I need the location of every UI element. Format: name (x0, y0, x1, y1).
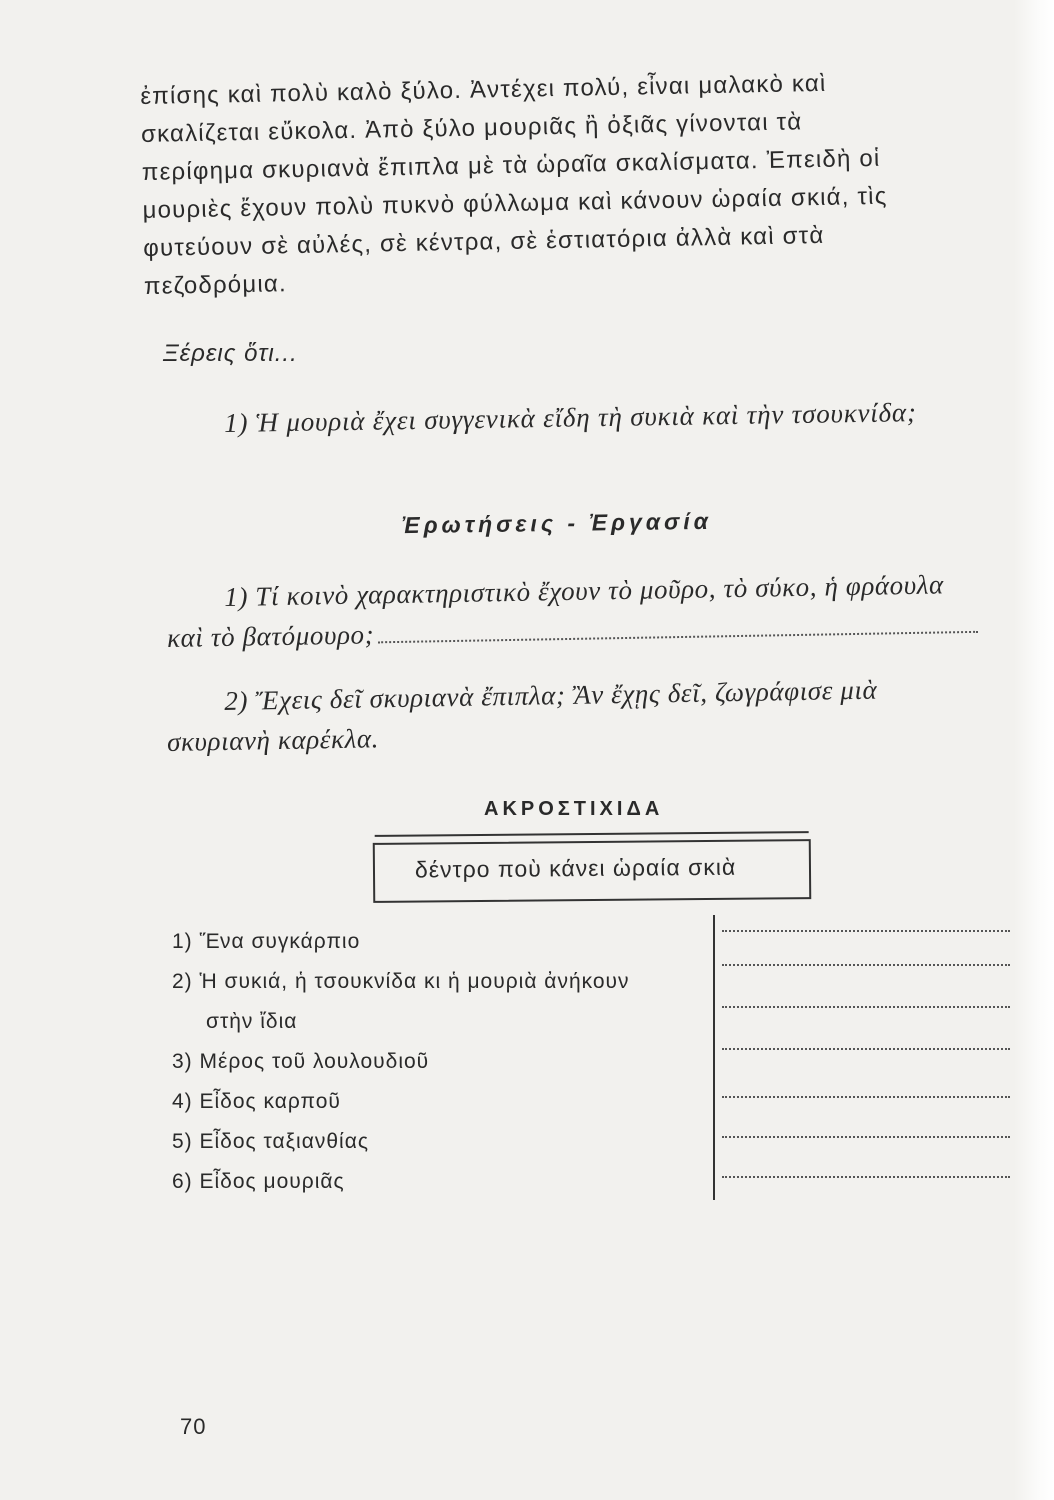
acrostic-divider (713, 915, 715, 1200)
text-line: περίφημα σκυριανὰ ἔπιπλα μὲ τὰ ὡραῖα σκαλίσματα. Ἐπειδὴ οἱ (141, 144, 881, 186)
acrostic-answer-box (373, 839, 812, 903)
answer-line-7[interactable] (722, 1176, 1010, 1178)
clue-6: 6) Εἶδος μουριᾶς (172, 1170, 345, 1193)
acrostic-title: ΑΚΡΟΣΤΙΧΙΔΑ (484, 798, 664, 820)
answer-line-3[interactable] (722, 1006, 1010, 1008)
question-2-line-2: σκυριανὴ καρέκλα. (166, 723, 380, 757)
clue-3: 3) Μέρος τοῦ λουλουδιοῦ (172, 1050, 430, 1073)
text-line: πεζοδρόμια. (143, 270, 288, 300)
acrostic-clues (172, 922, 712, 1202)
question-1-line-1: 1) Τί κοινὸ χαρακτηριστικὸ ἔχουν τὸ μοῦρο, τὸ σύκο, ἡ φράουλα (224, 569, 945, 612)
intro-paragraph (140, 61, 1014, 306)
text-line: μουριὲς ἔχουν πολὺ πυκνὸ φύλλωμα καὶ κάνουν ὡραία σκιά, τὶς (142, 182, 888, 224)
page-edge (1014, 0, 1054, 1500)
answer-line-6[interactable] (722, 1136, 1010, 1138)
answer-line-5[interactable] (722, 1096, 1010, 1098)
answer-dotted-line[interactable] (378, 613, 978, 643)
answer-line-4[interactable] (722, 1048, 1010, 1050)
page-number: 70 (180, 1414, 207, 1439)
box-top-rule (375, 831, 809, 837)
clue-5: 5) Εἶδος ταξιανθίας (172, 1130, 369, 1153)
question-1-line-2-text: καὶ τὸ βατόμουρο; (166, 619, 375, 653)
acrostic-answer-text: δέντρο ποὺ κάνει ὡραία σκιὰ (414, 853, 737, 883)
clue-2-continued: στὴν ἴδια (206, 1010, 298, 1033)
did-you-know-item: 1) Ἡ μουριὰ ἔχει συγγενικὰ εἴδη τὴ συκιὰ καὶ τὴν τσουκνίδα; (224, 397, 917, 438)
clue-4: 4) Εἶδος καρποῦ (172, 1090, 341, 1113)
questions-heading: Ἐρωτήσεις - Ἐργασία (401, 507, 713, 539)
clue-2: 2) Ἡ συκιά, ἡ τσουκνίδα κι ἡ μουριὰ ἀνήκουν (172, 970, 630, 993)
question-2-line-1: 2) Ἔχεις δεῖ σκυριανὰ ἔπιπλα; Ἂν ἔχῃς δεῖ, ζωγράφισε μιὰ (224, 674, 878, 716)
did-you-know-heading: Ξέρεις ὅτι... (163, 340, 298, 367)
question-2 (166, 667, 1007, 762)
answer-line-2[interactable] (722, 964, 1010, 966)
text-line: ἐπίσης καὶ πολὺ καλὸ ξύλο. Ἀντέχει πολύ, εἶναι μαλακὸ καὶ (140, 69, 827, 110)
answer-line-1[interactable] (722, 930, 1010, 932)
text-line: φυτεύουν σὲ αὐλές, σὲ κέντρα, σὲ ἑστιατόρια ἀλλὰ καὶ στὰ (143, 221, 825, 262)
question-1 (166, 563, 1007, 658)
clue-1: 1) Ἕνα συγκάρπιο (172, 930, 361, 953)
text-line: σκαλίζεται εὔκολα. Ἀπὸ ξύλο μουριᾶς ἢ ὀξιᾶς γίνονται τὰ (140, 108, 803, 148)
